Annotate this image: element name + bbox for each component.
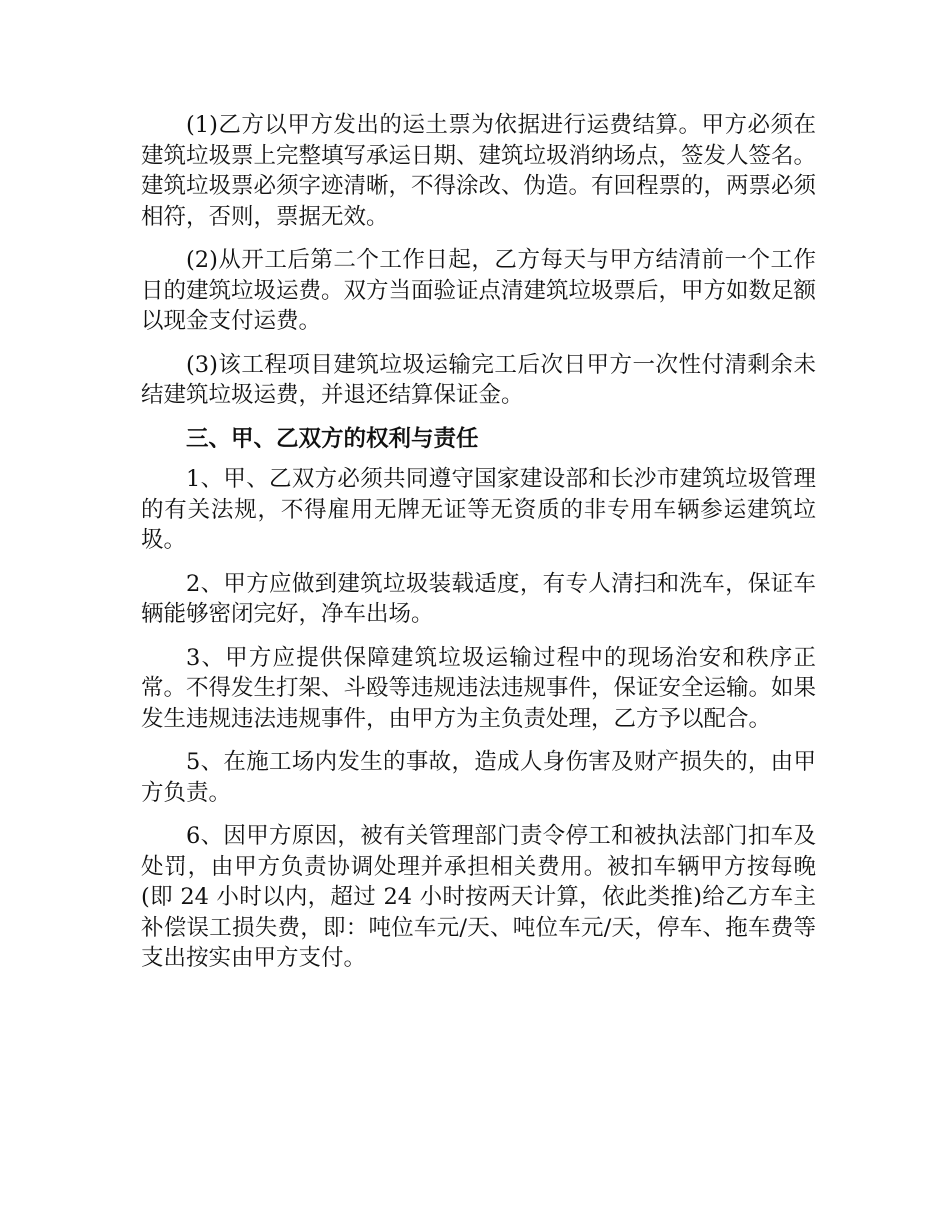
paragraph-clause-1: 1、甲、乙双方必须共同遵守国家建设部和长沙市建筑垃圾管理的有关法规，不得雇用无牌无证等无资质的非专用车辆参运建筑垃圾。 <box>141 466 816 553</box>
paragraph-final-payment: (3)该工程项目建筑垃圾运输完工后次日甲方一次性付清剩余未结建筑垃圾运费，并退还结算保证金。 <box>141 351 816 408</box>
paragraph-clause-5: 5、在施工场内发生的事故，造成人身伤害及财产损失的，由甲方负责。 <box>141 749 816 806</box>
paragraph-settlement-basis: (1)乙方以甲方发出的运土票为依据进行运费结算。甲方必须在建筑垃圾票上完整填写承运日期、建筑垃圾消纳场点，签发人签名。建筑垃圾票必须字迹清晰，不得涂改、伪造。有回程票的，两票必须相符，否则，票据无效。 <box>141 112 817 230</box>
paragraph-clause-6: 6、因甲方原因，被有关管理部门责令停工和被执法部门扣车及处罚，由甲方负责协调处理并承担相关费用。被扣车辆甲方按每晚(即 24 小时以内，超过 24 小时按两天计算，依此类推)给乙方车主补偿误工损失费，即：吨位车元/天、吨位车元/天，停车、拖车费等支出按实由甲方支付。 <box>141 823 816 971</box>
document-page <box>141 110 816 987</box>
paragraph-daily-settlement: (2)从开工后第二个工作日起，乙方每天与甲方结清前一个工作日的建筑垃圾运费。双方当面验证点清建筑垃圾票后，甲方如数足额以现金支付运费。 <box>141 247 817 334</box>
paragraph-clause-3: 3、甲方应提供保障建筑垃圾运输过程中的现场治安和秩序正常。不得发生打架、斗殴等违规违法违规事件，保证安全运输。如果发生违规违法违规事件，由甲方为主负责处理，乙方予以配合。 <box>141 644 817 732</box>
section-heading-rights-responsibilities: 三、甲、乙双方的权利与责任 <box>186 425 479 452</box>
paragraph-clause-2: 2、甲方应做到建筑垃圾装载适度，有专人清扫和洗车，保证车辆能够密闭完好，净车出场。 <box>141 570 816 627</box>
